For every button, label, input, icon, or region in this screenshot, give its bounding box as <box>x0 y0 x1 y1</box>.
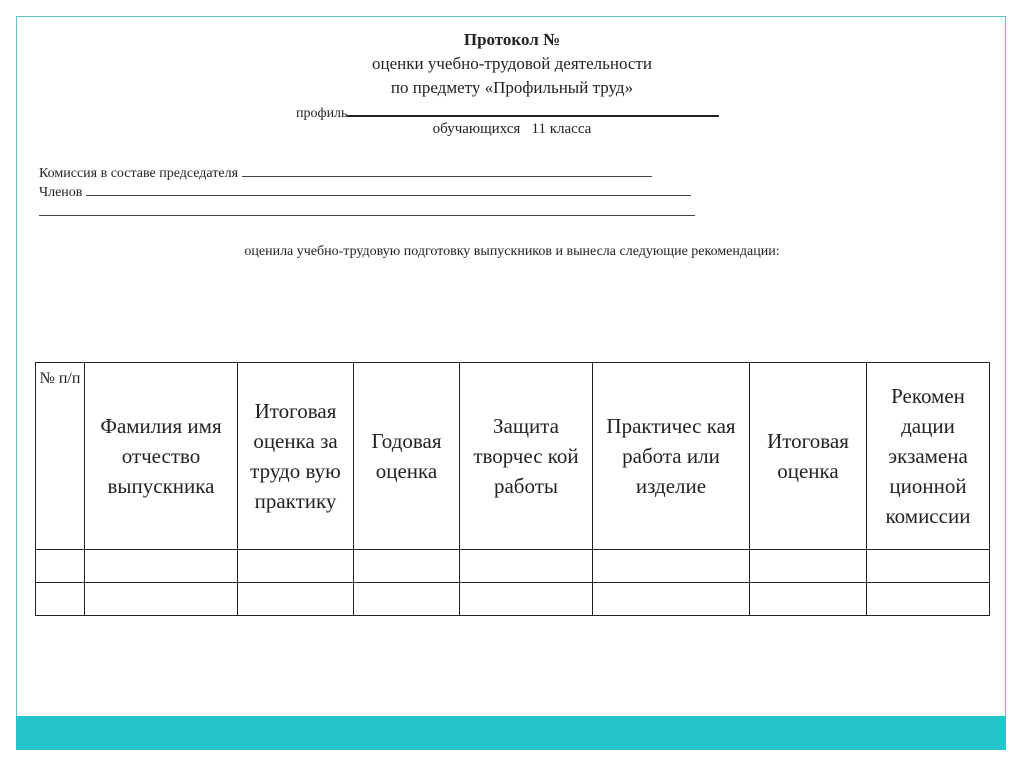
commission-label: Комиссия в составе председателя <box>39 166 239 181</box>
protocol-subtitle-2: по предмету «Профильный труд» <box>390 78 634 97</box>
table-cell[interactable] <box>238 550 354 583</box>
table-cell[interactable] <box>238 583 354 616</box>
table-cell[interactable] <box>867 550 990 583</box>
table-cell[interactable] <box>593 550 750 583</box>
members-label: Членов <box>39 185 83 200</box>
table-cell[interactable] <box>354 583 460 616</box>
table-cell[interactable] <box>85 550 238 583</box>
col-header-practice-grade: Итоговая оценка за трудо вую практику <box>238 363 354 550</box>
col-header-recommendations: Рекомен дации экзамена ционной комиссии <box>867 363 990 550</box>
table-row <box>36 550 990 583</box>
col-header-final-grade: Итоговая оценка <box>750 363 867 550</box>
commission-blank-line <box>242 164 652 177</box>
table-cell[interactable] <box>593 583 750 616</box>
protocol-title: Протокол № <box>463 30 561 49</box>
col-header-number: № п/п <box>36 363 85 550</box>
col-header-full-name: Фамилия имя отчество выпускника <box>85 363 238 550</box>
table-header-row <box>36 363 990 550</box>
table-cell[interactable] <box>867 583 990 616</box>
table-cell[interactable] <box>460 550 593 583</box>
members-blank-line <box>86 183 691 196</box>
table-cell[interactable] <box>36 550 85 583</box>
table-cell[interactable] <box>460 583 593 616</box>
profile-row <box>296 101 719 122</box>
profile-label: профиль <box>296 106 348 121</box>
table-cell[interactable] <box>36 583 85 616</box>
members-row <box>39 183 691 201</box>
students-line: обучающихся 11 класса <box>432 121 592 137</box>
table-cell[interactable] <box>354 550 460 583</box>
evaluated-line: оценила учебно-трудовую подготовку выпускников и вынесла следующие рекомендации: <box>244 244 780 259</box>
bottom-accent-bar <box>16 716 1006 750</box>
table-row <box>36 583 990 616</box>
protocol-subtitle-1: оценки учебно-трудовой деятельности <box>372 54 652 73</box>
protocol-table <box>35 362 990 616</box>
table-cell[interactable] <box>750 550 867 583</box>
col-header-creative-work: Защита творчес кой работы <box>460 363 593 550</box>
extra-blank-line <box>39 215 695 216</box>
table-cell[interactable] <box>750 583 867 616</box>
col-header-annual-grade: Годовая оценка <box>354 363 460 550</box>
table-cell[interactable] <box>85 583 238 616</box>
col-header-practical-work: Практичес кая работа или изделие <box>593 363 750 550</box>
profile-blank-line <box>347 101 719 117</box>
commission-row <box>39 164 652 182</box>
